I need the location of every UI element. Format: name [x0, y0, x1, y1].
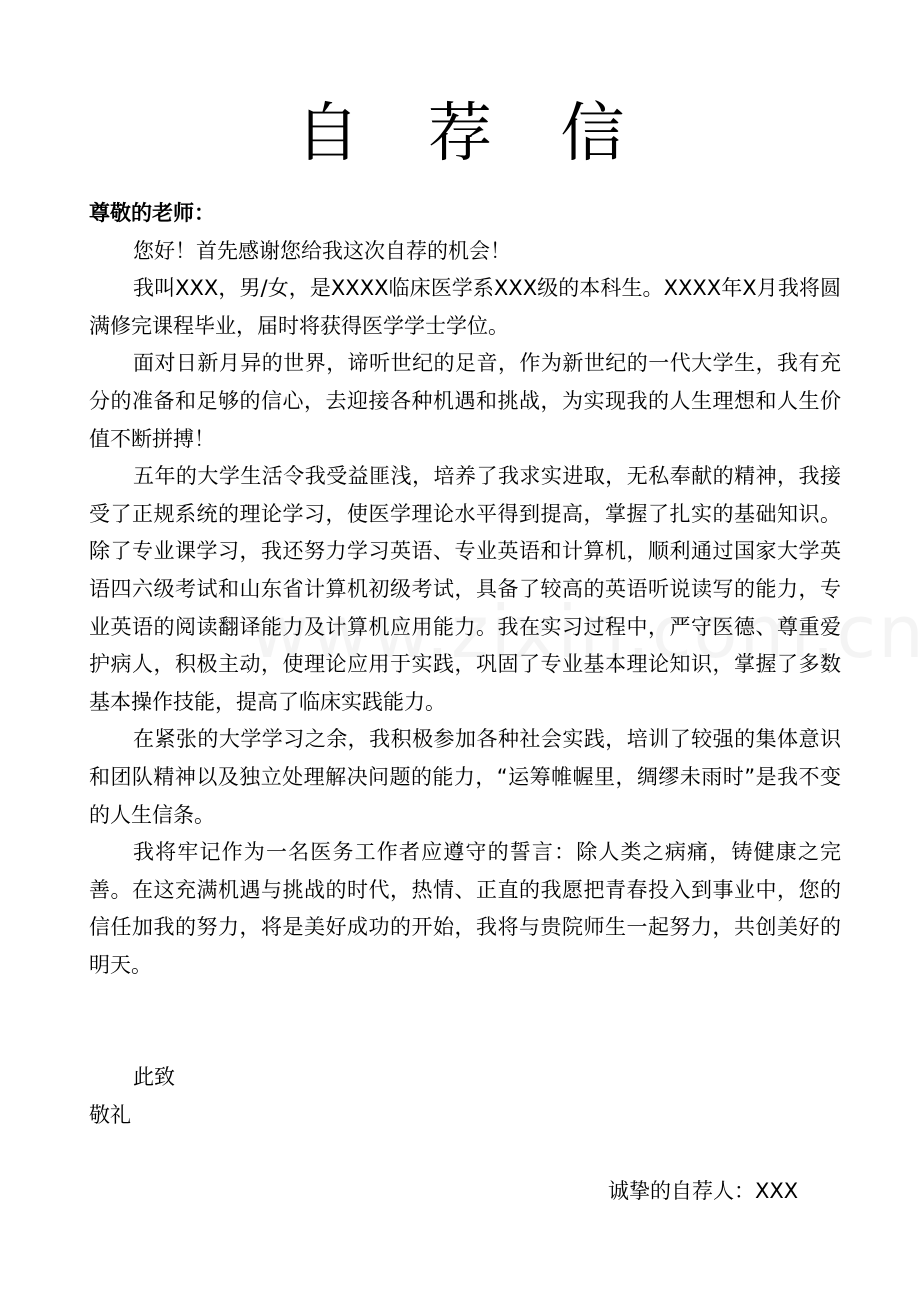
salutation: 尊敬的老师：	[89, 201, 215, 225]
letter-body	[89, 195, 841, 984]
paragraph-oath: 我将牢记作为一名医务工作者应遵守的誓言：除人类之病痛，铸健康之完善。在这充满机遇与挑战的时代，热情、正直的我愿把青春投入到事业中，您的信任加我的努力，将是美好成功的开始，我将与贵院师生一起努力，共创美好的明天。	[89, 840, 841, 977]
paragraph-university-life: 五年的大学生活令我受益匪浅，培养了我求实进取，无私奉献的精神，我接受了正规系统的理论学习，使医学理论水平得到提高，掌握了扎实的基础知识。除了专业课学习，我还努力学习英语、专业英语和计算机，顺利通过国家大学英语四六级考试和山东省计算机初级考试，具备了较高的英语听说读写的能力，专业英语的阅读翻译能力及计算机应用能力。我在实习过程中，严守医德、尊重爱护病人，积极主动，使理论应用于实践，巩固了专业基本理论知识，掌握了多数基本操作技能，提高了临床实践能力。	[89, 464, 841, 714]
paragraph-aspiration: 面对日新月异的世界，谛听世纪的足音，作为新世纪的一代大学生，我有充分的准备和足够的信心，去迎接各种机遇和挑战，为实现我的人生理想和人生价值不断拼搏！	[89, 351, 841, 451]
page-title: 自 荐 信	[295, 97, 649, 171]
signature: 诚挚的自荐人：XXX	[608, 1179, 799, 1203]
closing-line-2: 敬礼	[89, 1102, 131, 1127]
letter-closing	[89, 1059, 489, 1134]
paragraph-social-practice: 在紧张的大学学习之余，我积极参加各种社会实践，培训了较强的集体意识和团队精神以及独立处理解决问题的能力，“运筹帷幄里，绸缪未雨时”是我不变的人生信条。	[89, 727, 841, 827]
closing-line-1: 此致	[133, 1065, 175, 1089]
paragraph-introduction: 我叫XXX，男/女，是XXXX临床医学系XXX级的本科生。XXXX年X月我将圆满修完课程毕业，届时将获得医学学士学位。	[89, 276, 841, 338]
paragraph-greeting: 您好！首先感谢您给我这次自荐的机会！	[133, 238, 511, 263]
